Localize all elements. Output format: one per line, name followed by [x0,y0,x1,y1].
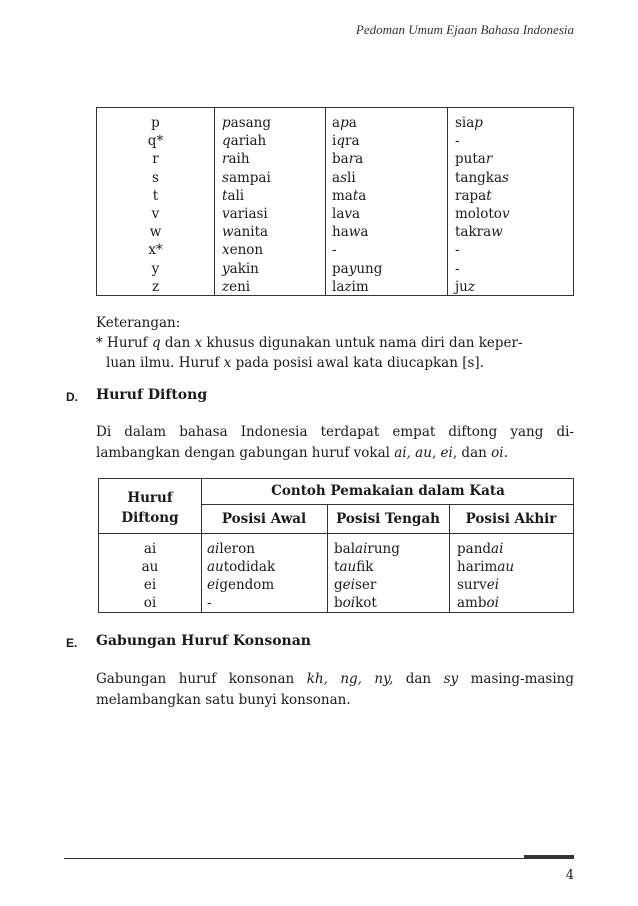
text-segment: a [358,187,367,204]
text-segment: a [348,115,357,131]
text-segment: Gabungan huruf konsonan [96,671,307,687]
text-segment: a [332,115,341,131]
letter-cell: s [152,169,159,186]
italic-segment: q [336,133,345,150]
text-segment: a [352,205,361,222]
initial-position-column [222,114,271,296]
text-segment: ra [344,133,360,150]
text-segment: puta [455,151,486,168]
text-segment: ariasi [229,205,268,222]
text-segment: - [207,595,212,611]
paragraph-line [96,422,574,443]
italic-segment: au [497,559,515,575]
middle-example [332,278,382,296]
initial-example [222,132,271,150]
italic-segment: q [222,133,231,150]
italic-segment: ai [207,541,220,557]
text-segment: - [455,133,460,150]
paragraph-line [96,443,574,464]
table-divider [214,108,215,295]
table-divider [99,533,573,534]
text-segment: rung [367,541,400,557]
consonant-paragraph [96,669,574,711]
text-segment: pada posisi awal kata diucapkan [s]. [231,355,484,371]
text-segment: ser [354,577,377,593]
middle-example [332,241,382,259]
text-segment: gendom [219,577,275,593]
text-segment: a [355,151,364,168]
italic-segment: r [222,151,229,168]
italic-segment: oi [342,595,356,611]
final-example [455,187,510,205]
middle-example [332,187,382,205]
italic-segment: z [467,278,476,295]
italic-segment: au [207,559,224,575]
akhir-example [457,594,514,612]
text-segment: b [334,595,343,611]
text-segment: i [332,133,337,150]
middle-example [332,150,382,168]
section-letter: D. [66,390,78,404]
text-segment: amb [457,595,487,611]
diftong-column [99,540,201,612]
text-segment: anita [233,224,269,241]
italic-segment: x [194,335,203,351]
italic-segment: oi [491,445,504,461]
table-divider [201,504,573,505]
akhir-example [457,576,514,594]
initial-example [222,260,271,278]
letter-cell: v [151,205,160,222]
text-segment: moloto [455,205,502,222]
diphthong-paragraph [96,422,574,464]
text-segment: ali [227,187,245,204]
initial-example [222,223,271,241]
middle-example [332,205,382,223]
text-segment: ung [356,260,383,277]
footer-accent [524,855,574,859]
text-segment: ju [455,278,468,295]
text-segment: aih [228,151,250,168]
page-number: 4 [565,868,574,883]
note-line-2 [106,353,484,373]
initial-example [222,205,271,223]
text-segment: akin [229,260,259,277]
diftong-cell: au [141,559,159,575]
text-segment: ampai [228,169,271,186]
italic-segment: z [344,278,352,295]
text-segment: kot [355,595,377,611]
text-segment: lambangkan dengan gabungan huruf vokal [96,445,395,461]
letter-cell: r [152,151,159,168]
final-example [455,205,510,223]
italic-segment: y [222,260,230,277]
text-segment: dan [393,671,444,687]
text-segment: leron [219,541,255,557]
text-segment: fik [356,559,374,575]
initial-example [222,169,271,187]
italic-segment: ai [355,541,368,557]
letter-cell: z [151,278,160,295]
initial-example [222,241,271,259]
initial-example [222,114,271,132]
italic-segment: s [502,169,509,186]
italic-segment: w [222,224,234,241]
tengah-example [334,576,400,594]
initial-example [222,187,271,205]
letter-column [97,114,214,296]
header-tengah: Posisi Tengah [336,511,440,527]
text-segment: enon [229,242,264,259]
akhir-example [457,540,514,558]
middle-example [332,169,382,187]
diftong-cell: oi [143,595,157,611]
text-segment: la [332,205,345,222]
text-segment: harim [457,559,498,575]
awal-example [207,594,275,612]
final-example [455,114,510,132]
text-segment: , [431,445,441,461]
italic-segment: t [222,187,228,204]
italic-segment: v [501,205,510,222]
text-segment: ma [332,187,353,204]
paragraph-line [96,669,574,690]
italic-segment: ai, au [394,445,432,461]
header-awal: Posisi Awal [221,511,307,527]
text-segment: bal [334,541,356,557]
italic-segment: x [222,242,230,259]
final-example [455,132,510,150]
text-segment: pand [457,541,492,557]
text-segment: * Huruf [96,335,152,351]
diphthong-table [98,478,574,613]
text-segment: luan ilmu. Huruf [106,355,224,371]
akhir-column [457,540,514,612]
diftong-cell: ai [143,541,157,557]
text-segment: a [360,224,369,241]
letter-cell: t [152,187,159,204]
table-divider [447,108,448,295]
final-example [455,278,510,296]
section-letter: E. [66,636,78,650]
text-segment: pa [332,260,349,277]
middle-example [332,223,382,241]
italic-segment: t [486,187,492,204]
note-line-1 [96,333,574,353]
header-group: Contoh Pemakaian dalam Kata [271,483,505,499]
italic-segment: s [222,169,229,186]
text-segment: , dan [452,445,492,461]
text-segment: tangka [455,169,503,186]
text-segment: t [334,559,340,575]
italic-segment: s [340,169,347,186]
italic-segment: p [474,115,483,131]
text-segment: dan [160,335,195,351]
text-segment: a [332,169,341,186]
note-label: Keterangan: [96,315,181,331]
italic-segment: q [151,335,161,351]
section-title: Gabungan Huruf Konsonan [96,633,311,649]
awal-example [207,576,275,594]
italic-segment: ai [491,541,504,557]
italic-segment: t [352,187,359,204]
header-diftong-line: Huruf [127,490,173,506]
text-segment: khusus digunakan untuk nama diri dan keper- [202,335,523,351]
letter-table [96,107,574,296]
letter-cell: y [151,260,160,277]
text-segment: - [455,242,460,259]
diftong-cell: ei [143,577,157,593]
italic-segment: x [223,355,232,371]
paragraph-line [96,690,574,711]
tengah-column [334,540,400,612]
letter-cell: q* [147,133,164,150]
italic-segment: ei [486,577,500,593]
awal-example [207,558,275,576]
italic-segment: ei [440,445,453,461]
section-title: Huruf Diftong [96,387,208,403]
text-segment: ha [332,224,349,241]
footer-rule [64,858,574,859]
italic-segment: z [222,278,230,295]
letter-cell: w [149,224,162,241]
middle-position-column [332,114,382,296]
text-segment: . [503,445,508,461]
final-example [455,241,510,259]
tengah-example [334,558,400,576]
text-segment: Di dalam bahasa Indonesia terdapat empat diftong yang di- [96,424,574,440]
header-akhir: Posisi Akhir [465,511,557,527]
text-segment: takra [455,224,492,241]
header-diftong-line: Diftong [121,510,179,526]
text-segment: melambangkan satu bunyi konsonan. [96,692,351,708]
text-segment: eni [229,278,251,295]
text-segment: surv [457,577,487,593]
initial-example [222,278,271,296]
text-segment: im [351,278,369,295]
table-divider [325,108,326,295]
text-segment: li [347,169,356,186]
text-segment: masing-masing [458,671,575,687]
text-segment: la [332,278,345,295]
letter-cell: p [151,115,160,131]
text-segment: asang [230,115,272,131]
italic-segment: v [344,205,353,222]
text-segment: - [332,242,337,259]
italic-segment: r [485,151,493,168]
italic-segment: sy [443,671,459,687]
middle-example [332,114,382,132]
awal-example [207,540,275,558]
italic-segment: oi [486,595,499,611]
tengah-example [334,540,400,558]
italic-segment: ei [207,577,220,593]
akhir-example [457,558,514,576]
italic-segment: kh, ng, ny, [306,671,394,687]
final-example [455,260,510,278]
running-head: Pedoman Umum Ejaan Bahasa Indonesia [355,22,574,37]
text-segment: ariah [230,133,267,150]
middle-example [332,132,382,150]
middle-example [332,260,382,278]
italic-segment: w [348,224,361,241]
text-segment: - [455,260,460,277]
italic-segment: p [340,115,349,131]
text-segment: sia [455,115,475,131]
italic-segment: y [348,260,357,277]
italic-segment: v [222,205,230,222]
italic-segment: ei [342,577,355,593]
final-example [455,223,510,241]
text-segment: rapa [455,187,487,204]
final-example [455,150,510,168]
initial-example [222,150,271,168]
italic-segment: r [348,151,356,168]
final-position-column [455,114,510,296]
italic-segment: au [339,559,357,575]
italic-segment: p [222,115,231,131]
final-example [455,169,510,187]
text-segment: todidak [223,559,276,575]
header-diftong [99,488,201,528]
italic-segment: w [491,224,503,241]
awal-column [207,540,275,612]
tengah-example [334,594,400,612]
letter-cell: x* [148,242,163,259]
text-segment: g [334,577,343,593]
text-segment: ba [332,151,349,168]
